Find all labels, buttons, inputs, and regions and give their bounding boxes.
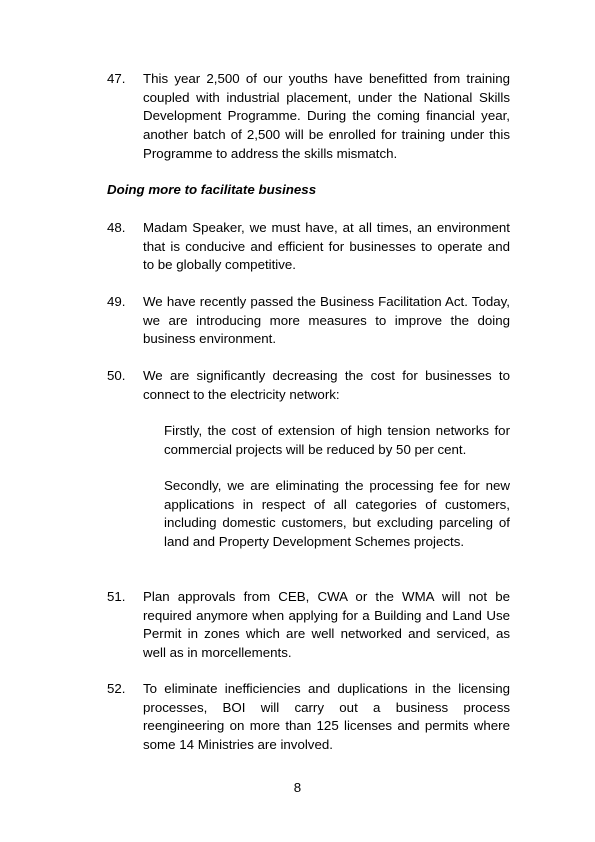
- paragraph-52: [107, 680, 510, 755]
- sub-item-secondly: Secondly, we are eliminating the processing fee for new applications in respect of all categories of customers, including domestic customers, but excluding parceling of land and Property Development Schemes projects.: [164, 478, 510, 550]
- section-heading: Doing more to facilitate business: [107, 182, 317, 197]
- paragraph-text: Madam Speaker, we must have, at all times, an environment that is conducive and efficient for businesses to operate and to be globally competitive.: [143, 220, 510, 273]
- paragraph-number: 50.: [107, 368, 126, 383]
- paragraph-number: 51.: [107, 589, 126, 604]
- paragraph-number: 52.: [107, 681, 126, 696]
- paragraph-number: 47.: [107, 71, 126, 86]
- paragraph-49: [107, 293, 510, 349]
- paragraph-47: [107, 70, 510, 164]
- sub-item-firstly: Firstly, the cost of extension of high tension networks for commercial projects will be reduced by 50 per cent.: [164, 423, 510, 457]
- paragraph-number: 49.: [107, 294, 126, 309]
- paragraph-text: This year 2,500 of our youths have benefitted from training coupled with industrial placement, under the National Skills Development Programme. During the coming financial year, another batch of 2,500 will be enrolled for training under this Programme to address the skills mismatch.: [143, 71, 510, 161]
- paragraph-number: 48.: [107, 220, 126, 235]
- page-number: 8: [293, 780, 302, 795]
- paragraph-text: To eliminate inefficiencies and duplications in the licensing processes, BOI will carry out a business process reengineering on more than 125 licenses and permits where some 14 Ministries are involved.: [143, 681, 510, 753]
- paragraph-50: [107, 367, 510, 404]
- paragraph-text: Plan approvals from CEB, CWA or the WMA will not be required anymore when applying for a Building and Land Use Permit in zones which are well networked and serviced, as well as in morcellements.: [143, 589, 510, 661]
- paragraph-text: We are significantly decreasing the cost for businesses to connect to the electricity network:: [143, 368, 510, 402]
- paragraph-51: [107, 588, 510, 663]
- paragraph-text: We have recently passed the Business Facilitation Act. Today, we are introducing more measures to improve the doing business environment.: [143, 294, 510, 347]
- paragraph-48: [107, 219, 510, 275]
